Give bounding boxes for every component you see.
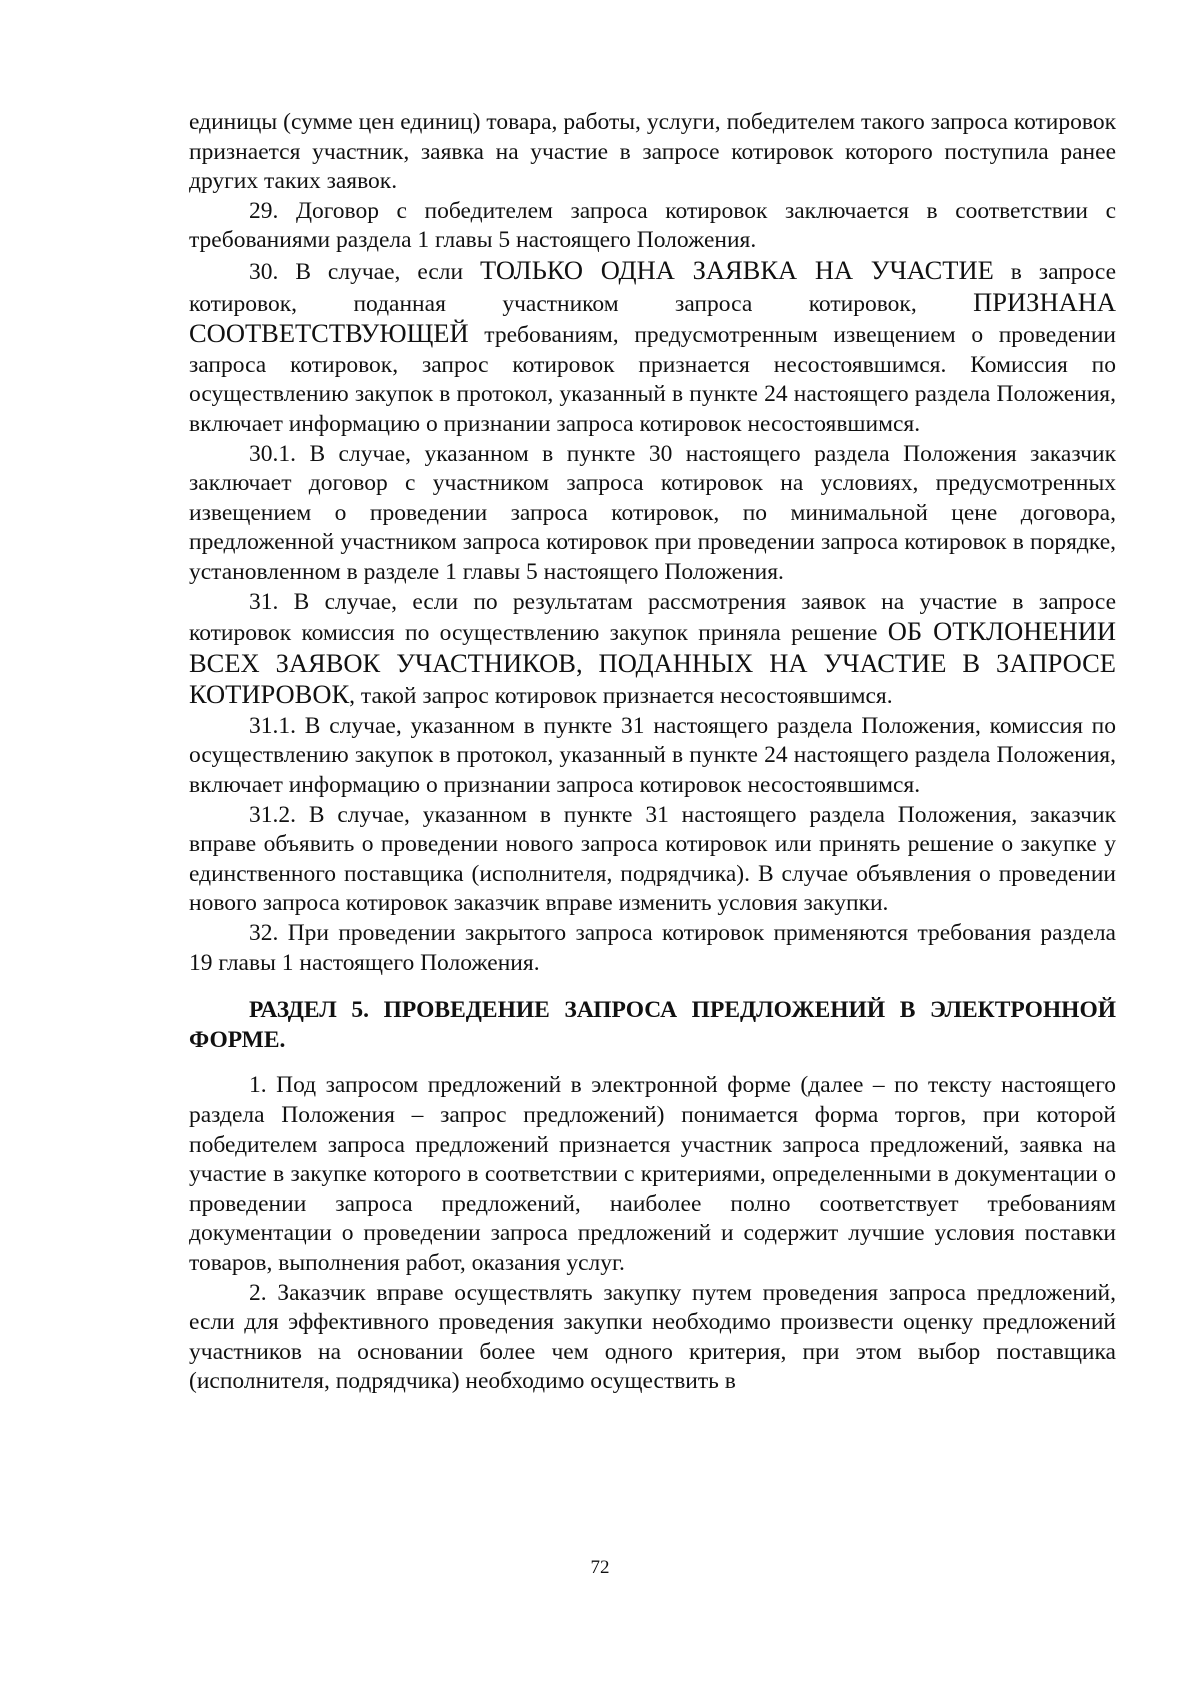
paragraph-30-caps-2: ПРИЗНАНА СООТВЕТСТВУЮЩЕЙ — [189, 286, 1116, 349]
paragraph-31 — [189, 588, 1116, 712]
section-paragraph-1: 1. Под запросом предложений в электронной форме (далее – по тексту настоящего раздела Положения – запрос предложений) понимается форма торгов, при которой победителем запроса предложений признается участник запроса предложений, заявка на участие в закупке которого в соответствии с критериями, определенными в документации о проведении запроса предложений, наиболее полно соответствует требованиям документации о проведении запроса предложений и содержит лучшие условия поставки товаров, выполнения работ, оказания услуг. — [189, 1072, 1116, 1276]
paragraph-31-text-b: , такой запрос котировок признается несостоявшимся. — [349, 683, 893, 710]
paragraph-31-caps: ОБ ОТКЛОНЕНИИ ВСЕХ ЗАЯВОК УЧАСТНИКОВ, ПОДАННЫХ НА УЧАСТИЕ В ЗАПРОСЕ КОТИРОВОК — [189, 616, 1117, 710]
paragraph-30-text-a: 30. В случае, если — [249, 258, 481, 285]
paragraph-30-caps-1: ТОЛЬКО ОДНА ЗАЯВКА НА УЧАСТИЕ — [480, 254, 994, 285]
section-heading: РАЗДЕЛ 5. ПРОВЕДЕНИЕ ЗАПРОСА ПРЕДЛОЖЕНИЙ В ЭЛЕКТРОННОЙ ФОРМЕ. — [189, 997, 1116, 1053]
page-number: 72 — [590, 1557, 610, 1578]
paragraph-30-text-c: требованиям, предусмотренным извещением о проведении запроса котировок, запрос котировок признается несостоявшимся. Комиссия по осуществлению закупок в протокол, указанный в пункте 24 настоящего раздела Положения, включает информацию о признании запроса котировок несостоявшимся. — [189, 322, 1116, 437]
paragraph-30-text-b: в запросе котировок, поданная участником запроса котировок, — [189, 258, 1117, 317]
document-page — [189, 108, 1116, 1397]
paragraph-31-2: 31.2. В случае, указанном в пункте 31 настоящего раздела Положения, заказчик вправе объявить о проведении нового запроса котировок или принять решение о закупке у единственного поставщика (исполнителя, подрядчика). В случае объявления о проведении нового запроса котировок заказчик вправе изменить условия закупки. — [189, 801, 1116, 917]
paragraph-continuation: единицы (сумме цен единиц) товара, работы, услуги, победителем такого запроса котировок признается участник, заявка на участие в запросе котировок которого поступила ранее других таких заявок. — [189, 109, 1116, 195]
section-paragraph-2: 2. Заказчик вправе осуществлять закупку путем проведения запроса предложений, если для эффективного проведения закупки необходимо произвести оценку предложений участников на основании более чем одного критерия, при этом выбор поставщика (исполнителя, подрядчика) необходимо осуществить в — [189, 1279, 1116, 1395]
paragraph-32: 32. При проведении закрытого запроса котировок применяются требования раздела 19 главы 1 настоящего Положения. — [189, 920, 1116, 976]
paragraph-31-1: 31.1. В случае, указанном в пункте 31 настоящего раздела Положения, комиссия по осуществлению закупок в протокол, указанный в пункте 24 настоящего раздела Положения, включает информацию о признании запроса котировок несостоявшимся. — [189, 712, 1116, 799]
paragraph-30 — [189, 256, 1116, 440]
paragraph-31-text-a: 31. В случае, если по результатам рассмотрения заявок на участие в запросе котировок комиссия по осуществлению закупок приняла решение — [189, 588, 1116, 647]
paragraph-29: 29. Договор с победителем запроса котировок заключается в соответствии с требованиями раздела 1 главы 5 настоящего Положения. — [189, 197, 1116, 254]
paragraph-30-1: 30.1. В случае, указанном в пункте 30 настоящего раздела Положения заказчик заключает договор с участником запроса котировок на условиях, предусмотренных извещением о проведении запроса котировок, по минимальной цене договора, предложенной участником запроса котировок при проведении запроса котировок в порядке, установленном в разделе 1 главы 5 настоящего Положения. — [189, 440, 1116, 585]
